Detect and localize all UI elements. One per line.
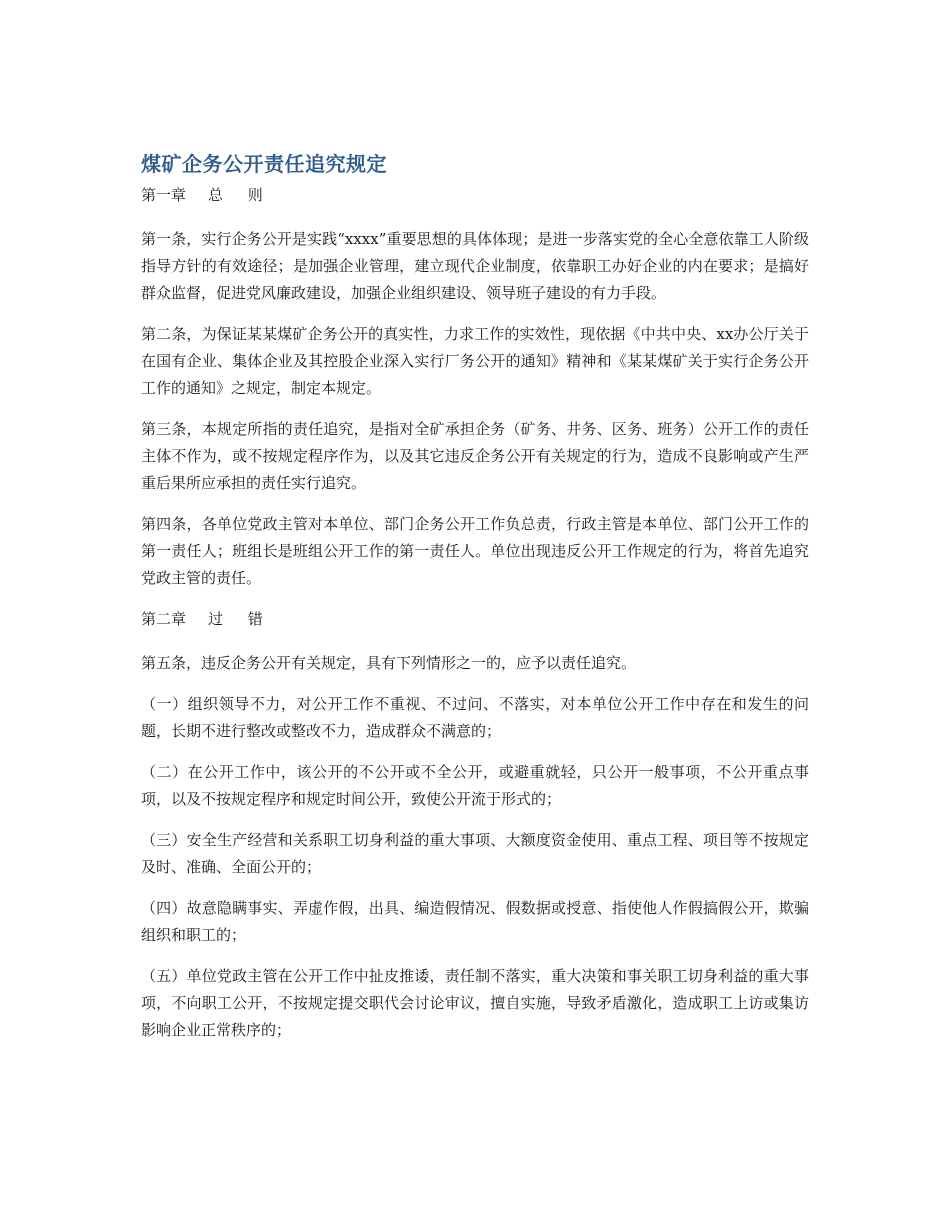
article-3: 第三条，本规定所指的责任追究，是指对全矿承担企务（矿务、井务、区务、班务）公开工作的责任主体不作为，或不按规定程序作为，以及其它违反企务公开有关规定的行为，造成不良影响或产生严重后果所应承担的责任实行追究。 (141, 420, 809, 492)
list-item: （五）单位党政主管在公开工作中扯皮推诿，责任制不落实，重大决策和事关职工切身利益的重大事项，不向职工公开，不按规定提交职代会讨论审议，擅自实施，导致矛盾激化，造成职工上访或集访影响企业正常秩序的； (141, 967, 809, 1039)
article-2: 第二条，为保证某某煤矿企务公开的真实性，力求工作的实效性，现依据《中共中央、xx办公厅关于在国有企业、集体企业及其控股企业深入实行厂务公开的通知》精神和《某某煤矿关于实行企务公开工作的通知》之规定，制定本规定。 (141, 325, 809, 397)
list-item: （四）故意隐瞒事实、弄虚作假，出具、编造假情况、假数据或授意、指使他人作假搞假公开，欺骗组织和职工的； (141, 899, 809, 944)
article-4: 第四条，各单位党政主管对本单位、部门企务公开工作负总责，行政主管是本单位、部门公开工作的第一责任人；班组长是班组公开工作的第一责任人。单位出现违反公开工作规定的行为，将首先追究党政主管的责任。 (141, 515, 809, 587)
document-body (141, 150, 809, 1058)
document-title: 煤矿企务公开责任追究规定 (141, 152, 387, 176)
article-5: 第五条，违反企务公开有关规定，具有下列情形之一的，应予以责任追究。 (141, 654, 637, 672)
list-item: （二）在公开工作中，该公开的不公开或不全公开，或避重就轻，只公开一般事项，不公开重点事项，以及不按规定程序和规定时间公开，致使公开流于形式的； (141, 763, 809, 808)
chapter-name: 总 则 (208, 186, 273, 204)
list-item: （三）安全生产经营和关系职工切身利益的重大事项、大额度资金使用、重点工程、项目等不按规定及时、准确、全面公开的； (141, 831, 809, 876)
chapter-number: 第一章 (141, 186, 187, 204)
chapter-name: 过 错 (208, 610, 273, 628)
chapter-number: 第二章 (141, 610, 187, 628)
article-1: 第一条，实行企务公开是实践“xxxx”重要思想的具体体现；是进一步落实党的全心全意依靠工人阶级指导方针的有效途径；是加强企业管理，建立现代企业制度，依靠职工办好企业的内在要求；是搞好群众监督，促进党风廉政建设，加强企业组织建设、领导班子建设的有力手段。 (141, 230, 809, 302)
chapter-heading-2 (141, 606, 809, 632)
list-item: （一）组织领导不力，对公开工作不重视、不过问、不落实，对本单位公开工作中存在和发生的问题，长期不进行整改或整改不力，造成群众不满意的； (141, 695, 809, 740)
chapter-heading-1 (141, 182, 809, 208)
